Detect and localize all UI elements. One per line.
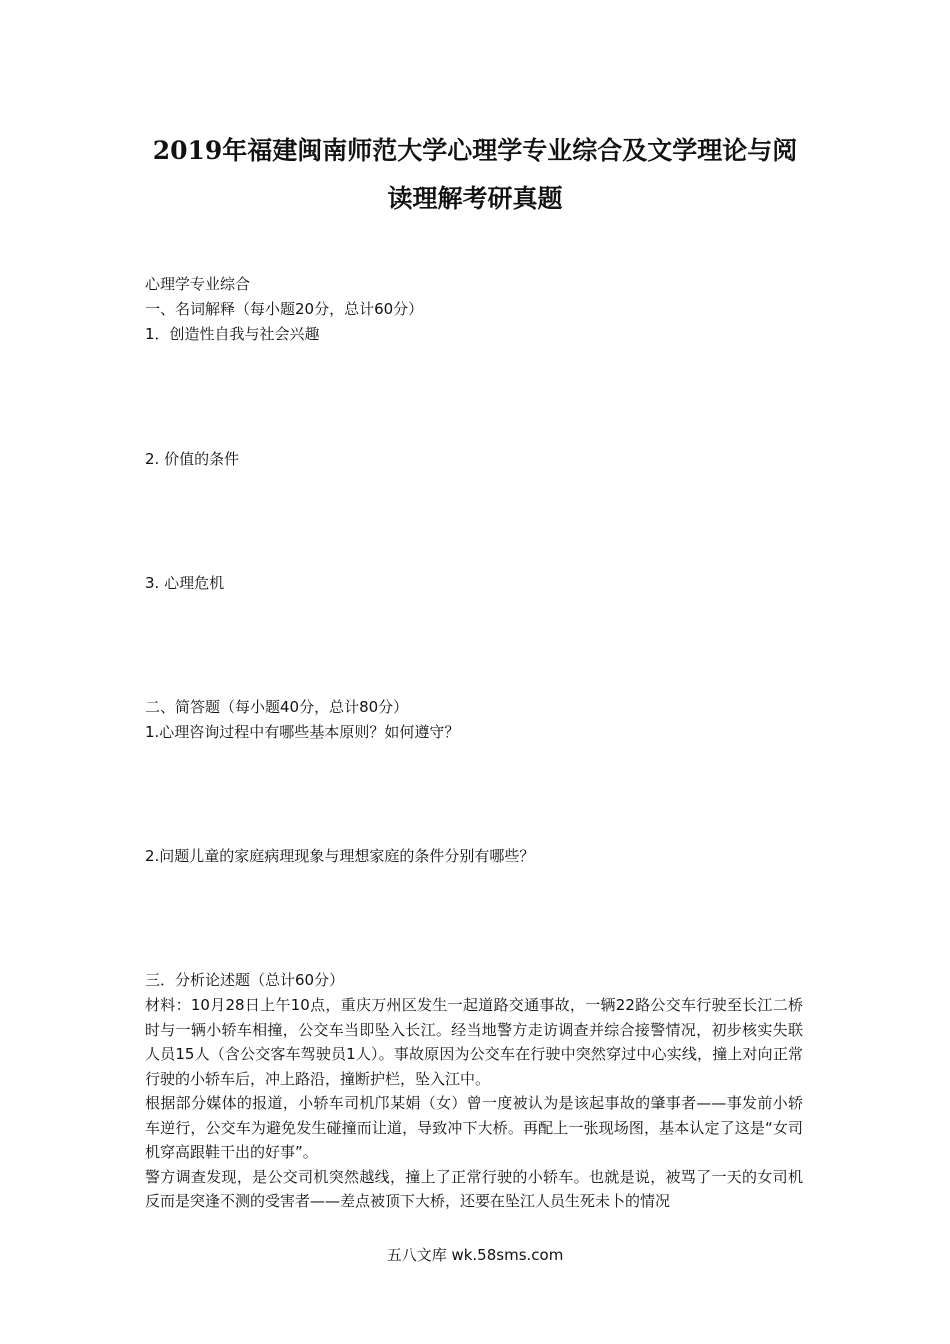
document-title-line-2: 读理解考研真题 — [387, 184, 563, 213]
material-paragraph-1: 材料：10月28日上午10点，重庆万州区发生一起道路交通事故，一辆22路公交车行驶至长江二桥时与一辆小轿车相撞，公交车当即坠入长江。经当地警方走访调查并综合接警情况，初步核实失联人员15人（含公交客车驾驶员1人）。事故原因为公交车在行驶中突然穿过中心实线，撞上对向正常行驶的小轿车后，冲上路沿，撞断护栏，坠入江中。 — [145, 996, 803, 1088]
part3-heading: 三．分析论述题（总计60分） — [145, 971, 345, 989]
part1-question-3: 3. 心理危机 — [145, 574, 225, 592]
page-footer: 五八文库 wk.58sms.com — [386, 1246, 564, 1264]
material-paragraph-3: 警方调查发现，是公交司机突然越线，撞上了正常行驶的小轿车。也就是说，被骂了一天的女司机反而是突逢不测的受害者——差点被顶下大桥，还要在坠江人员生死未卜的情况 — [145, 1167, 803, 1210]
part2-question-2: 2.问题儿童的家庭病理现象与理想家庭的条件分别有哪些？ — [145, 847, 535, 865]
part2-question-1: 1.心理咨询过程中有哪些基本原则？如何遵守？ — [145, 723, 460, 741]
part1-question-1: 1．创造性自我与社会兴趣 — [145, 325, 320, 343]
material-paragraph-2: 根据部分媒体的报道，小轿车司机邝某娟（女）曾一度被认为是该起事故的肇事者——事发前小轿车逆行，公交车为避免发生碰撞而让道，导致冲下大桥。再配上一张现场图，基本认定了这是“女司机穿高跟鞋干出的好事”。 — [145, 1094, 803, 1161]
section-heading: 心理学专业综合 — [145, 275, 251, 293]
part1-heading: 一、名词解释（每小题20分，总计60分） — [145, 300, 424, 318]
part2-heading: 二、简答题（每小题40分，总计80分） — [145, 698, 409, 716]
part1-question-2: 2. 价值的条件 — [145, 450, 240, 468]
part3-material — [145, 993, 803, 1214]
document-title-line-1: 2019年福建闽南师范大学心理学专业综合及文学理论与阅 — [152, 136, 798, 165]
